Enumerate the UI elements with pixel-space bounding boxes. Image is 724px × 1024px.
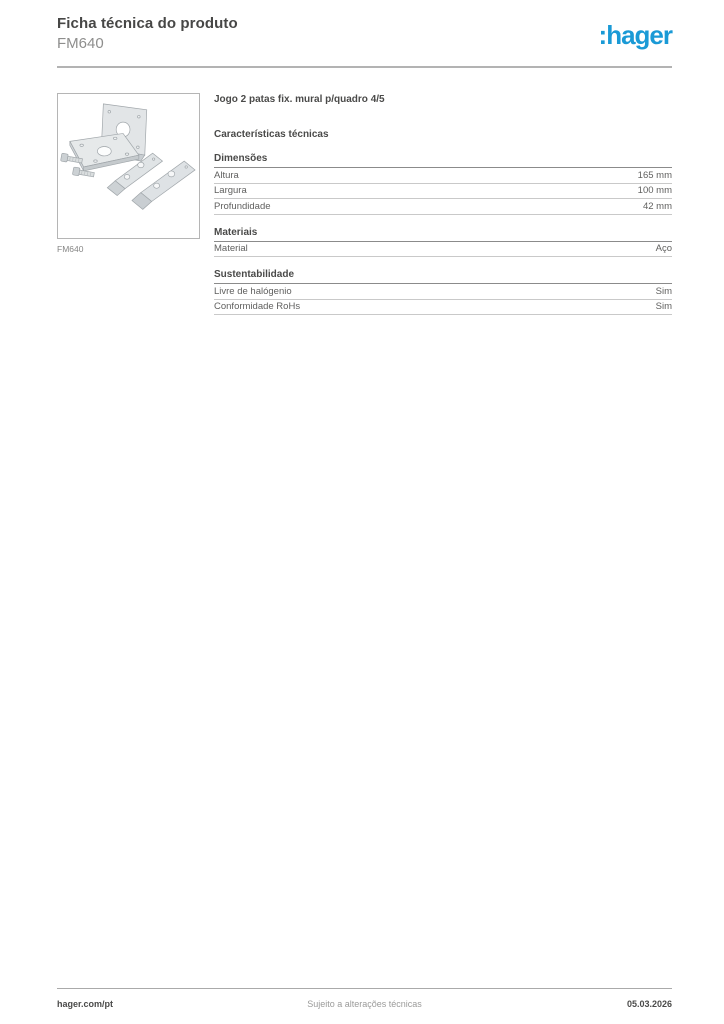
page-title: Ficha técnica do produto <box>57 15 238 32</box>
spec-section-materiais <box>214 227 672 258</box>
footer-date: 05.03.2026 <box>626 999 672 1009</box>
hager-logo: :hager <box>598 20 672 50</box>
spec-label: Material <box>214 243 248 255</box>
spec-row <box>214 199 672 215</box>
footer-note: Sujeito a alterações técnicas <box>307 999 422 1009</box>
footer-website: hager.com/pt <box>57 999 114 1009</box>
spec-section-dimensoes <box>214 153 672 215</box>
spec-value: 165 mm <box>637 169 672 181</box>
spec-section-sustentabilidade <box>214 269 672 315</box>
specs-column <box>214 93 672 315</box>
spec-row <box>214 300 672 316</box>
section-title: Dimensões <box>214 153 672 168</box>
spec-value: Sim <box>655 285 672 297</box>
characteristics-title: Características técnicas <box>214 129 329 140</box>
spec-value: Aço <box>655 243 672 255</box>
spec-label: Profundidade <box>214 200 271 212</box>
product-name: Jogo 2 patas fix. mural p/quadro 4/5 <box>214 94 385 105</box>
spec-label: Largura <box>214 185 247 197</box>
spec-row <box>214 184 672 200</box>
section-title: Materiais <box>214 227 672 242</box>
spec-row <box>214 284 672 300</box>
spec-label: Conformidade RoHs <box>214 301 301 313</box>
spec-value: Sim <box>655 301 672 313</box>
photo-caption: FM640 <box>57 244 84 254</box>
spec-label: Livre de halógenio <box>214 285 292 297</box>
page-footer <box>57 999 672 1009</box>
spec-value: 100 mm <box>637 185 672 197</box>
product-photo-frame <box>57 93 200 239</box>
footer-divider <box>57 988 672 989</box>
spec-label: Altura <box>214 169 239 181</box>
page-header <box>0 0 724 53</box>
section-title: Sustentabilidade <box>214 269 672 284</box>
product-photo <box>58 94 199 238</box>
photo-column <box>57 93 202 315</box>
spec-row <box>214 242 672 258</box>
main-content <box>57 93 672 315</box>
spec-value: 42 mm <box>642 200 672 212</box>
product-code: FM640 <box>57 35 104 52</box>
header-divider <box>57 66 672 68</box>
header-title-block <box>57 14 238 53</box>
spec-row <box>214 168 672 184</box>
